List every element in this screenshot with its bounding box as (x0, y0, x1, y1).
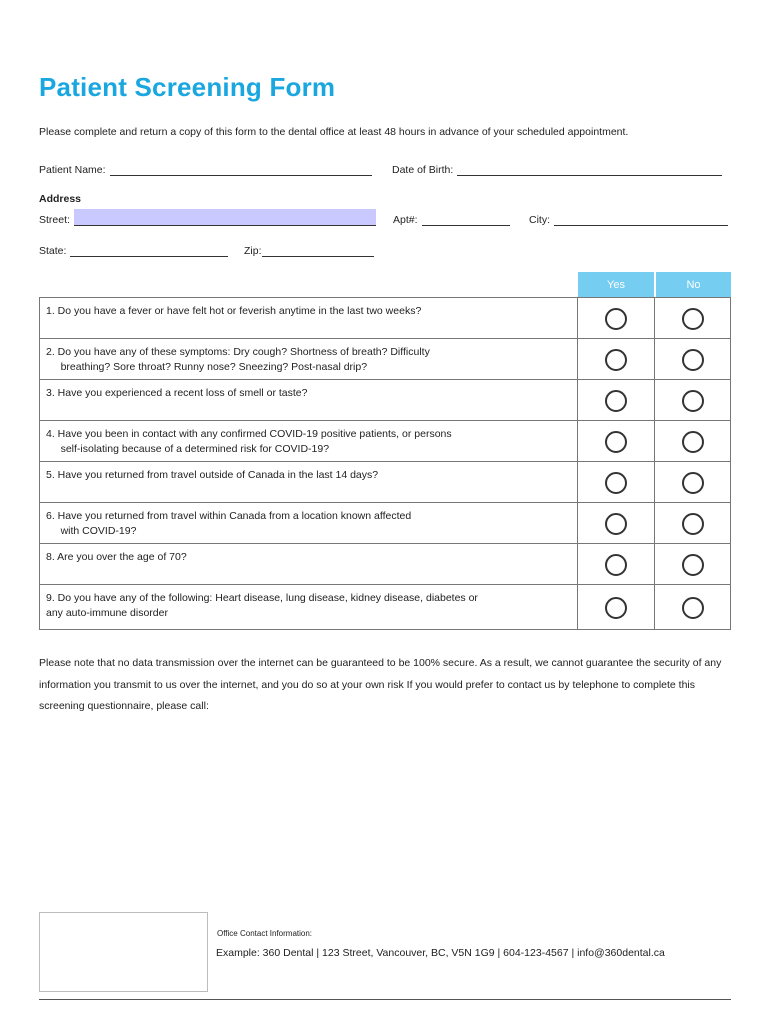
street-field[interactable] (74, 209, 376, 226)
form-title: Patient Screening Form (39, 72, 336, 102)
patient-name-row (39, 163, 372, 176)
yes-radio[interactable] (605, 597, 627, 619)
yes-radio[interactable] (605, 554, 627, 576)
table-row (40, 503, 730, 544)
table-row (40, 462, 730, 503)
no-radio[interactable] (682, 308, 704, 330)
dob-row (392, 163, 722, 176)
question-text: 8. Are you over the age of 70? (40, 544, 578, 584)
question-text: 2. Do you have any of these symptoms: Dry cough? Shortness of breath? Difficulty breathing? Sore throat? Runny nose? Sneezing? Post-nasal drip? (40, 339, 578, 379)
apt-row (393, 213, 510, 226)
state-row (39, 244, 228, 257)
street-row (39, 209, 376, 226)
footer-divider (39, 999, 731, 1000)
yes-radio[interactable] (605, 308, 627, 330)
patient-name-label: Patient Name: (39, 164, 106, 176)
no-radio[interactable] (682, 554, 704, 576)
dob-field[interactable] (457, 163, 722, 176)
yes-radio[interactable] (605, 349, 627, 371)
question-text: 1. Do you have a fever or have felt hot or feverish anytime in the last two weeks? (40, 298, 578, 338)
apt-label: Apt#: (393, 214, 418, 226)
question-text: 4. Have you been in contact with any confirmed COVID-19 positive patients, or persons self-isolating because of a determined risk for COVID-19? (40, 421, 578, 461)
state-field[interactable] (70, 244, 228, 257)
no-radio[interactable] (682, 349, 704, 371)
question-text: 5. Have you returned from travel outside of Canada in the last 14 days? (40, 462, 578, 502)
table-row (40, 544, 730, 585)
street-label: Street: (39, 214, 70, 226)
patient-name-field[interactable] (110, 163, 372, 176)
zip-field[interactable] (262, 244, 374, 257)
no-radio[interactable] (682, 513, 704, 535)
zip-row (244, 244, 374, 257)
yes-column-header: Yes (578, 272, 654, 298)
table-row (40, 421, 730, 462)
city-field[interactable] (554, 213, 728, 226)
city-label: City: (529, 214, 550, 226)
form-intro: Please complete and return a copy of this form to the dental office at least 48 hours in advance of your scheduled appointment. (39, 126, 629, 138)
yes-radio[interactable] (605, 390, 627, 412)
table-row (40, 298, 730, 339)
question-text: 9. Do you have any of the following: Heart disease, lung disease, kidney disease, diabetes or any auto-immune disorder (40, 585, 578, 629)
security-note: Please note that no data transmission over the internet can be guaranteed to be 100% secure. As a result, we cannot guarantee the security of any information you transmit to us over the internet, and you do so at your own risk If you would prefer to contact us by telephone to complete this screening questionnaire, please call: (39, 657, 722, 712)
yes-radio[interactable] (605, 431, 627, 453)
no-radio[interactable] (682, 390, 704, 412)
question-text: 6. Have you returned from travel within Canada from a location known affected with COVID-19? (40, 503, 578, 543)
no-radio[interactable] (682, 431, 704, 453)
table-row (40, 380, 730, 421)
dob-label: Date of Birth: (392, 164, 454, 176)
zip-label: Zip: (244, 245, 262, 257)
address-heading: Address (39, 193, 82, 205)
office-contact-heading: Office Contact Information: (217, 929, 313, 938)
yes-radio[interactable] (605, 513, 627, 535)
office-contact-example: Example: 360 Dental | 123 Street, Vancouver, BC, V5N 1G9 | 604-123-4567 | info@360dental.ca (216, 947, 665, 959)
no-radio[interactable] (682, 597, 704, 619)
table-row (40, 339, 730, 380)
office-logo-box (39, 912, 208, 992)
question-text: 3. Have you experienced a recent loss of smell or taste? (40, 380, 578, 420)
screening-questions-table (39, 297, 731, 630)
table-row (40, 585, 730, 629)
city-row (529, 213, 728, 226)
no-column-header: No (656, 272, 731, 298)
state-label: State: (39, 245, 67, 257)
apt-field[interactable] (422, 213, 510, 226)
yes-radio[interactable] (605, 472, 627, 494)
no-radio[interactable] (682, 472, 704, 494)
